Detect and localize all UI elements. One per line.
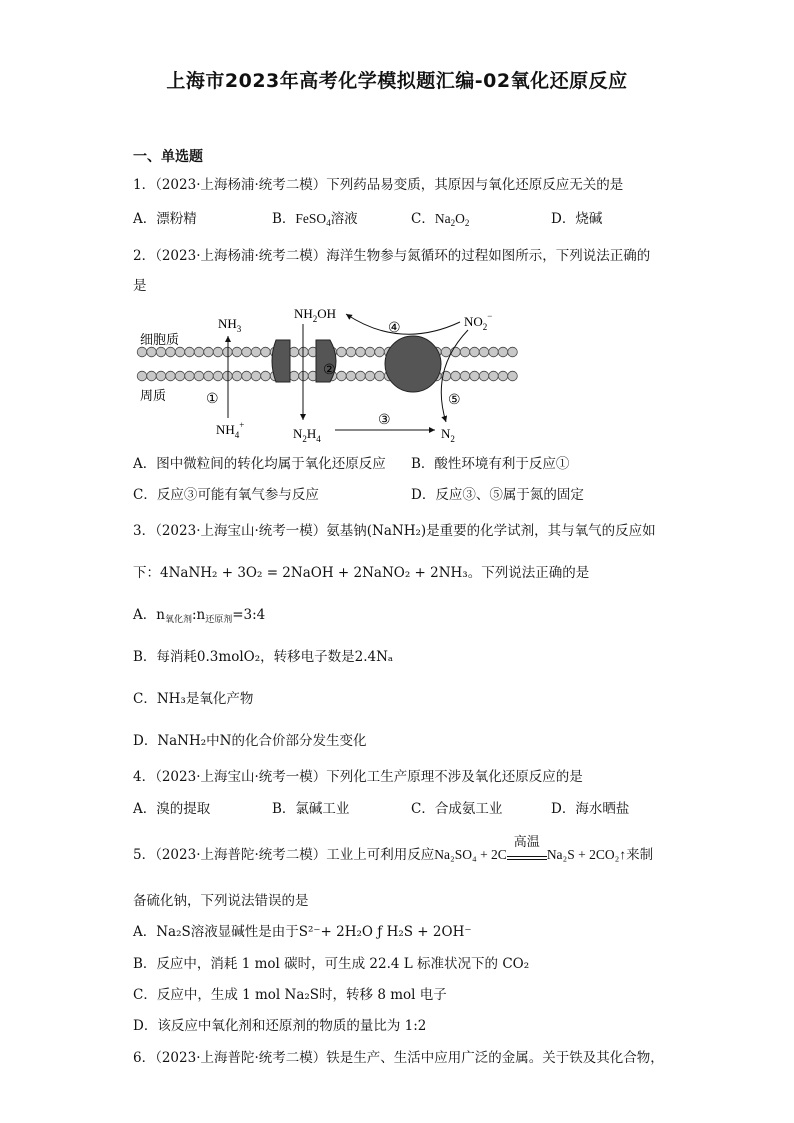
membrane-bead [346, 371, 356, 381]
membrane-bead [251, 371, 261, 381]
q2-option-c: C．反应③可能有氧气参与反应 [133, 487, 319, 503]
membrane-bead [289, 347, 299, 357]
protein-left-half [272, 340, 290, 382]
membrane-bead [356, 347, 366, 357]
arrow-step4 [346, 314, 460, 334]
membrane-bead [346, 347, 356, 357]
membrane-bead [337, 347, 347, 357]
membrane-bead [194, 371, 204, 381]
membrane-bead [479, 347, 489, 357]
step1-label: ① [206, 392, 219, 407]
nitrogen-cycle-figure [130, 300, 530, 445]
membrane-bead [356, 371, 366, 381]
q4-option-b: B．氯碱工业 [272, 801, 350, 817]
membrane-bead [470, 347, 480, 357]
step5-label: ⑤ [448, 393, 461, 408]
nh2oh-label: $NH_2OH$ [294, 306, 337, 324]
q1-option-a: A．漂粉精 [133, 211, 197, 227]
section-heading: 一、单选题 [133, 149, 203, 165]
q4-option-c: C．合成氨工业 [411, 801, 503, 817]
document-title: 上海市2023年高考化学模拟题汇编-02氧化还原反应 [166, 70, 628, 92]
q3-option-d: D．NaNH₂中N的化合价部分发生变化 [133, 733, 367, 749]
q4-option-d: D．海水晒盐 [551, 801, 630, 817]
reaction-condition-arrow [507, 834, 547, 863]
membrane-bead [156, 347, 166, 357]
q1-option-d: D．烧碱 [551, 211, 603, 227]
q5-option-b: B．反应中，消耗 1 mol 碳时，可生成 22.4 L 标准状况下的 CO₂ [133, 956, 530, 972]
membrane-bead [460, 371, 470, 381]
q2-option-d: D．反应③、⑤属于氮的固定 [411, 487, 584, 503]
membrane-bead [232, 371, 242, 381]
membrane-bead [289, 371, 299, 381]
n2-label: $N_2$ [441, 426, 455, 444]
membrane-bead [460, 347, 470, 357]
cytoplasm-label: 细胞质 [140, 332, 180, 347]
membrane-bead [375, 371, 385, 381]
q3-option-a: A．$n_{氧化剂}:n_{还原剂}=3:4$ [133, 607, 266, 625]
q2-stem-line2: 是 [133, 278, 147, 294]
membrane-bead [261, 347, 271, 357]
membrane-bead [147, 371, 157, 381]
q3-stem-line2: 下：4NaNH₂ + 3O₂ = 2NaOH + 2NaNO₂ + 2NH₃。下列说法正确的是 [133, 565, 590, 581]
q2-option-b: B．酸性环境有利于反应① [411, 456, 570, 472]
q4-stem: 4．（2023·上海宝山·统考一模）下列化工生产原理不涉及氧化还原反应的是 [133, 769, 583, 785]
membrane-bead [508, 347, 518, 357]
membrane-bead [498, 347, 508, 357]
nh3-label: $NH_3$ [218, 316, 242, 334]
periplasm-label: 周质 [140, 388, 167, 403]
q2-option-a: A．图中微粒间的转化均属于氧化还原反应 [133, 456, 386, 472]
membrane-bead [156, 371, 166, 381]
membrane-bead [251, 347, 261, 357]
q5-option-a: A．Na₂S溶液显碱性是由于S²⁻+ 2H₂O ƒ H₂S + 2OH⁻ [133, 924, 472, 940]
membrane-bead [242, 371, 252, 381]
q1-option-c: C．$Na_2O_2$ [411, 211, 470, 228]
membrane-bead [137, 371, 147, 381]
q1-option-b: B．FeSO$_4$溶液 [272, 211, 358, 228]
q4-option-a: A．溴的提取 [133, 801, 211, 817]
membrane-bead [185, 371, 195, 381]
membrane-bead [137, 347, 147, 357]
membrane-bead [213, 347, 223, 357]
membrane-bead [498, 371, 508, 381]
membrane-bead [375, 347, 385, 357]
membrane-bead [489, 347, 499, 357]
membrane-bead [194, 347, 204, 357]
q2-stem-line1: 2．（2023·上海杨浦·统考二模）海洋生物参与氮循环的过程如图所示，下列说法正确的 [133, 248, 651, 264]
membrane-bead [242, 347, 252, 357]
membrane-bead [204, 347, 214, 357]
q1-stem: 1．（2023·上海杨浦·统考二模）下列药品易变质，其原因与氧化还原反应无关的是 [133, 177, 624, 193]
no2-label: $NO_2^-$ [464, 311, 493, 332]
membrane-bead [508, 371, 518, 381]
membrane-bead [166, 371, 176, 381]
membrane-bead [232, 347, 242, 357]
membrane-bead [489, 371, 499, 381]
step2-label: ② [323, 363, 336, 378]
membrane-bead [470, 371, 480, 381]
q5-equation-left: Na₂SO₄ + 2C [434, 847, 507, 862]
membrane-bead [175, 371, 185, 381]
q5-option-c: C．反应中，生成 1 mol Na₂S时，转移 8 mol 电子 [133, 987, 447, 1003]
membrane-bead [261, 371, 271, 381]
membrane-bead [365, 371, 375, 381]
q5-stem-line1: 5．（2023·上海普陀·统考二模）工业上可利用反应Na₂SO₄ + 2C 高温 Na₂S + 2CO₂↑来制 [133, 843, 653, 863]
q6-stem: 6．（2023·上海普陀·统考二模）铁是生产、生活中应用广泛的金属。关于铁及其化合物， [133, 1050, 664, 1066]
membrane-bead [365, 347, 375, 357]
q5-option-d: D．该反应中氧化剂和还原剂的物质的量比为 1:2 [133, 1018, 427, 1034]
membrane-bead [213, 371, 223, 381]
step4-label: ④ [388, 321, 401, 336]
q3-stem-line1: 3．（2023·上海宝山·统考一模）氨基钠(NaNH₂)是重要的化学试剂，其与氧气的反应如 [133, 523, 656, 539]
membrane-bead [204, 371, 214, 381]
protein-channel-large [385, 336, 441, 392]
q5-stem-line2: 备硫化钠，下列说法错误的是 [133, 893, 309, 909]
membrane-bead [451, 371, 461, 381]
membrane-bead [479, 371, 489, 381]
nh4-label: $NH_4^+$ [216, 420, 245, 440]
membrane-bead [337, 371, 347, 381]
membrane-bead [185, 347, 195, 357]
n2h4-label: $N_2H_4$ [293, 426, 321, 444]
q3-option-c: C．NH₃是氧化产物 [133, 691, 254, 707]
reaction-condition: 高温 [513, 834, 540, 850]
membrane-bead [147, 347, 157, 357]
q5-equation-right: Na₂S + 2CO₂↑ [546, 847, 627, 862]
step3-label: ③ [378, 413, 391, 428]
q3-option-b: B．每消耗0.3molO₂，转移电子数是2.4Nₐ [133, 649, 394, 665]
membrane-bead [166, 347, 176, 357]
membrane-bead [175, 347, 185, 357]
